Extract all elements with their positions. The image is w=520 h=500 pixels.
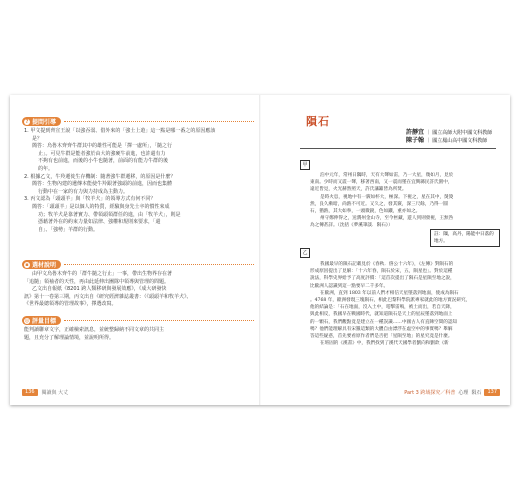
answer-3: 簡答：「頭頭羊」是以個人的特質，經驗與身先士卒的慣性來成	[32, 203, 170, 210]
author-block	[406, 129, 492, 145]
section-header-selection	[22, 260, 254, 269]
section-label: 選材說明	[32, 262, 57, 269]
target-icon: ◎	[24, 317, 30, 324]
paragraph-line: 泊中元年，常州日隅時，天有大聲如雷，乃一大星，幾如月，見於	[320, 173, 454, 178]
page-number: 137	[484, 389, 500, 396]
book-spread	[10, 95, 510, 405]
selection-text	[24, 271, 250, 309]
answer-1-line: 止」。可見牛群是能者強於由大的強硬牛前進，也許還有力	[38, 150, 166, 157]
paragraph-line: 的一顆石，我們觀點竟是建立在一種誤識……中國古人有直陳空間的認知	[310, 319, 458, 325]
question-3: 3. 丙文認為「頭頭羊」與「牧羊犬」的領導方式有何不同？	[24, 196, 156, 203]
section-header-questions	[22, 117, 254, 126]
text-marker-b: 乙	[300, 248, 310, 258]
author-role: 國立高師大附中國文科教師	[432, 130, 493, 136]
question-icon: ?	[25, 118, 29, 125]
paragraph-line: 在歐洲，直到 1803 年以前人們才相信天星墜落到地面，使成為隕石	[320, 290, 459, 296]
page-number: 136	[22, 389, 38, 396]
paragraph-line: 題，且充分了解理論情境，並說明所得。	[24, 334, 115, 341]
author-row: 陳子翰 ｜ 國立鳳山高中國文科教師	[406, 137, 488, 144]
paragraph-line: 遠近皆見，火光赫然照天，許氏藩籬皆為所焚。	[310, 187, 407, 193]
question-list	[24, 128, 250, 234]
section-pill	[22, 117, 61, 126]
running-title: 閱讀與 大丈	[41, 390, 69, 396]
paragraph-line: 石，猶熱，其大如拳，一頭微銳，色如鐵，重亦如之。	[310, 209, 421, 215]
section-label: 評量目標	[32, 318, 57, 325]
annotation-box: 註：隅，高丹，陽能中日落的地方。	[430, 229, 500, 247]
section-pill	[22, 316, 61, 325]
answer-2-line: 行動中在一家的有力與力持成為主動力。	[38, 188, 129, 195]
answer-1-line: 不夠有也前進，而後的小牛也隨著，前面的有能力牛群的後	[38, 158, 169, 165]
left-page	[10, 95, 260, 405]
paragraph-line: 然，良久漸暗，尚熱不可近。又久之，發其竅，深三尺餘，乃得一圓	[310, 201, 448, 207]
answer-3-line: 憑藉著外在的約束力量如法律、強權和規則來要求，「還	[38, 219, 161, 226]
section-header-assessment	[22, 316, 254, 325]
paragraph-line: 形成原因提出了見解：「十六年春，隕石於宋，五，隕星也」。對於這種	[310, 269, 453, 275]
running-category: 心理	[458, 390, 469, 396]
text-b	[310, 261, 498, 347]
text-marker-a: 甲	[300, 160, 310, 170]
author-role: 國立鳳山高中國文科教師	[432, 138, 488, 144]
paragraph-line: 。4768 年，歐洲發現三塊隕石，相此巴黎科學院派專家就此的地方實況研究，	[310, 298, 471, 304]
author-name: 許靜宜	[406, 129, 425, 136]
section-label: 提問引導	[32, 119, 57, 126]
answer-3-line: 功；牧羊犬是靠著實力、帶領頭領群任的進，由「牧羊犬」，則是	[38, 211, 181, 218]
article-title: 隕石	[306, 115, 330, 128]
paragraph-line: 說法，科學史界給予了高度評價：「這首次提出了隕石是星隕至地之說，	[310, 276, 455, 282]
answer-3-line: 自」、「強勢」羊群的行動。	[38, 226, 99, 233]
answer-2: 簡答：生物內建的遺傳本能使牛羚跟著強頭的前進，因而也集體	[32, 181, 173, 188]
paragraph-line: 與此相反，我國早在戰國時代，就知道隕石是天上的星辰墜落到地面上	[310, 312, 453, 318]
title-rule	[300, 148, 496, 149]
paragraph-line: 州守鄭伸得之，送潤州金山寺，至今匣藏，遊人到則發視，王無咎	[320, 216, 454, 222]
text-a	[310, 172, 498, 230]
book-icon: ▪	[25, 261, 29, 268]
section-divider	[64, 320, 254, 321]
running-subtitle: 隕石	[471, 390, 482, 396]
paragraph-line: 在班固的《漢書》中，我們找到了漢代天國學者劉向和劉歆《新	[320, 341, 449, 347]
question-1-cont: 是？	[32, 135, 43, 142]
assessment-text	[24, 327, 250, 342]
right-footer	[404, 389, 500, 396]
left-footer	[22, 389, 68, 396]
paragraph-line: 是時火息，視地中有一竅如杯大，極深。下視之，星在其中，熒熒	[320, 194, 454, 200]
paragraph-line: 能判讀聯章文字，正確檢索訊息，並統整歸納不同文章的共同主	[24, 327, 165, 333]
answer-1: 簡答：烏魯木齊齊牛群其中的雄性可能是「擇一處所」，「隨之行	[32, 143, 173, 150]
paragraph-line: 訊》第十一卷第三期，丙文出自《研究經濟雜誌叢書：（《頭頭羊和牧羊犬》、	[24, 293, 192, 300]
paragraph-line: 我國最早的隕石記載見於《春秋．僖公十六年》，《左傳》對隕石的	[320, 262, 454, 267]
running-part: Part 3 跨域探究／科普	[404, 390, 456, 396]
paragraph-line: 他的結論是：「石在地面，沒入土中，電擊雷鳴，被土而出，若自天降，	[310, 305, 455, 311]
paragraph-line: 嗎？他們能理解具有宋羅這類的大體自由漂浮在虛空中的事實嗎？舉解	[310, 326, 453, 332]
paragraph-line: 乙文出自報紙《8201 跨人類移研與發展效應》，《成大研發快	[32, 286, 167, 293]
paragraph-line: 答這些疑惑，首先要看原作者們是否把「星隕至地」的星究竟是什麼。	[310, 334, 453, 340]
question-1: 1. 甲文提到齊宣王說「以強吞弱、借外來的「強士上遊」這一點是哪一番之的原因應該	[24, 128, 216, 134]
answer-1-line: 的年。	[38, 165, 54, 172]
author-name: 陳子翰	[406, 137, 425, 144]
question-2: 2. 根據乙文，牛羚遷徙生存機制：隨著強牛群遷移，的原因是什麼？	[24, 173, 176, 180]
section-divider	[64, 264, 254, 265]
paragraph-line: 為之傳甚詳。（沈括《夢溪筆談．隕石》）	[310, 223, 393, 229]
section-pill	[22, 260, 61, 269]
paragraph-line: 比歐洲人認識到這一點要早二千多年。	[310, 283, 389, 289]
author-row: 許靜宜 ｜ 國立高師大附中國文科教師	[406, 129, 493, 136]
section-divider	[64, 121, 254, 122]
paragraph-line: 《世界最總領導的管理故事》，擇選改寫。	[24, 301, 117, 308]
right-page	[260, 95, 510, 405]
paragraph-line: 由甲文烏魯木齊牛的「群牛隨之行止」一事，帶出生物界存在著	[32, 271, 173, 277]
paragraph-line: 「追隨」領袖者的天性，再由此延伸出團隊中領導與管理的問題。	[24, 278, 170, 285]
paragraph-line: 東南。少時而又震一聲，移著西南，又一震而墜在宜興縣民許氏園中，	[310, 180, 453, 186]
